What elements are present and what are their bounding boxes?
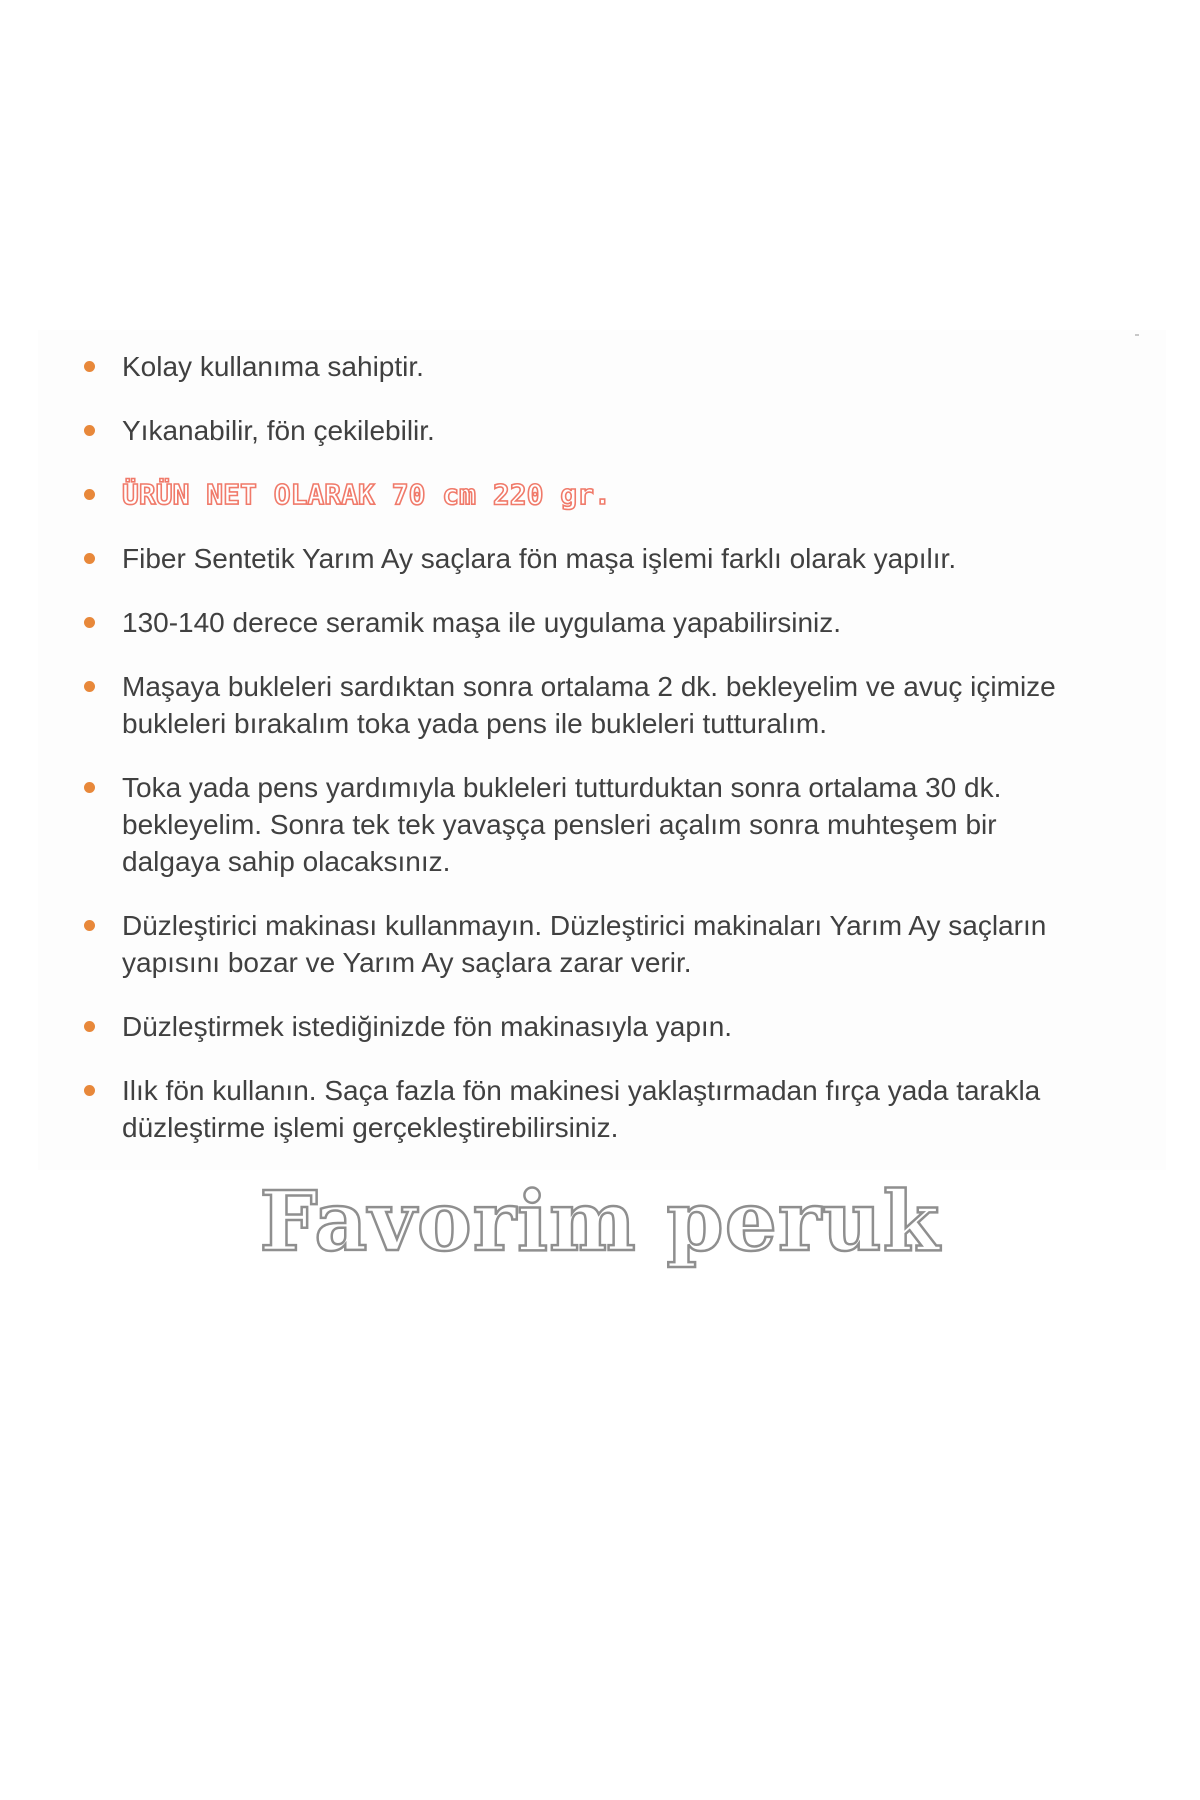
feature-text: Fiber Sentetik Yarım Ay saçlara fön maşa işlemi farklı olarak yapılır. [122, 543, 957, 574]
feature-text: Düzleştirmek istediğinizde fön makinasıyla yapın. [122, 1011, 733, 1042]
list-item [84, 1072, 1094, 1146]
bullet-dot-icon [84, 681, 95, 692]
feature-text: Maşaya bukleleri sardıktan sonra ortalama 2 dk. bekleyelim ve avuç içimize bukleleri bırakalım toka yada pens ile bukleleri tutturalım. [122, 671, 1056, 739]
feature-list [84, 348, 1094, 1173]
bullet-dot-icon [84, 553, 95, 564]
feature-text: 130-140 derece seramik maşa ile uygulama yapabilirsiniz. [122, 607, 842, 638]
list-item [84, 769, 1094, 880]
bullet-dot-icon [84, 920, 95, 931]
feature-text: Kolay kullanıma sahiptir. [122, 351, 424, 382]
list-item [84, 907, 1094, 981]
feature-text: Ilık fön kullanın. Saça fazla fön makinesi yaklaştırmadan fırça yada tarakla düzleştirme işlemi gerçekleştirebilirsiniz. [122, 1075, 1041, 1143]
list-item [84, 412, 1094, 449]
corner-mark [1135, 334, 1139, 336]
list-item [84, 348, 1094, 385]
list-item-highlight [84, 476, 1094, 513]
list-item [84, 668, 1094, 742]
bullet-dot-icon [84, 617, 95, 628]
bullet-dot-icon [84, 782, 95, 793]
feature-text: Toka yada pens yardımıyla bukleleri tutturduktan sonra ortalama 30 dk. bekleyelim. Sonra tek tek yavaşça pensleri açalım sonra muhteşem bir dalgaya sahip olacaksınız. [122, 772, 1002, 877]
list-item [84, 1008, 1094, 1045]
bullet-dot-icon [84, 1085, 95, 1096]
bullet-dot-icon [84, 1021, 95, 1032]
feature-text: Düzleştirici makinası kullanmayın. Düzleştirici makinaları Yarım Ay saçların yapısını bozar ve Yarım Ay saçlara zarar verir. [122, 910, 1047, 978]
list-item [84, 604, 1094, 641]
feature-text: Yıkanabilir, fön çekilebilir. [122, 415, 435, 446]
bullet-dot-icon [84, 361, 95, 372]
brand-watermark: Favorim peruk [259, 1174, 941, 1270]
bullet-dot-icon [84, 489, 95, 500]
list-item [84, 540, 1094, 577]
product-spec-highlight: ÜRÜN NET OLARAK 70 cm 220 gr. [122, 478, 611, 511]
bullet-dot-icon [84, 425, 95, 436]
